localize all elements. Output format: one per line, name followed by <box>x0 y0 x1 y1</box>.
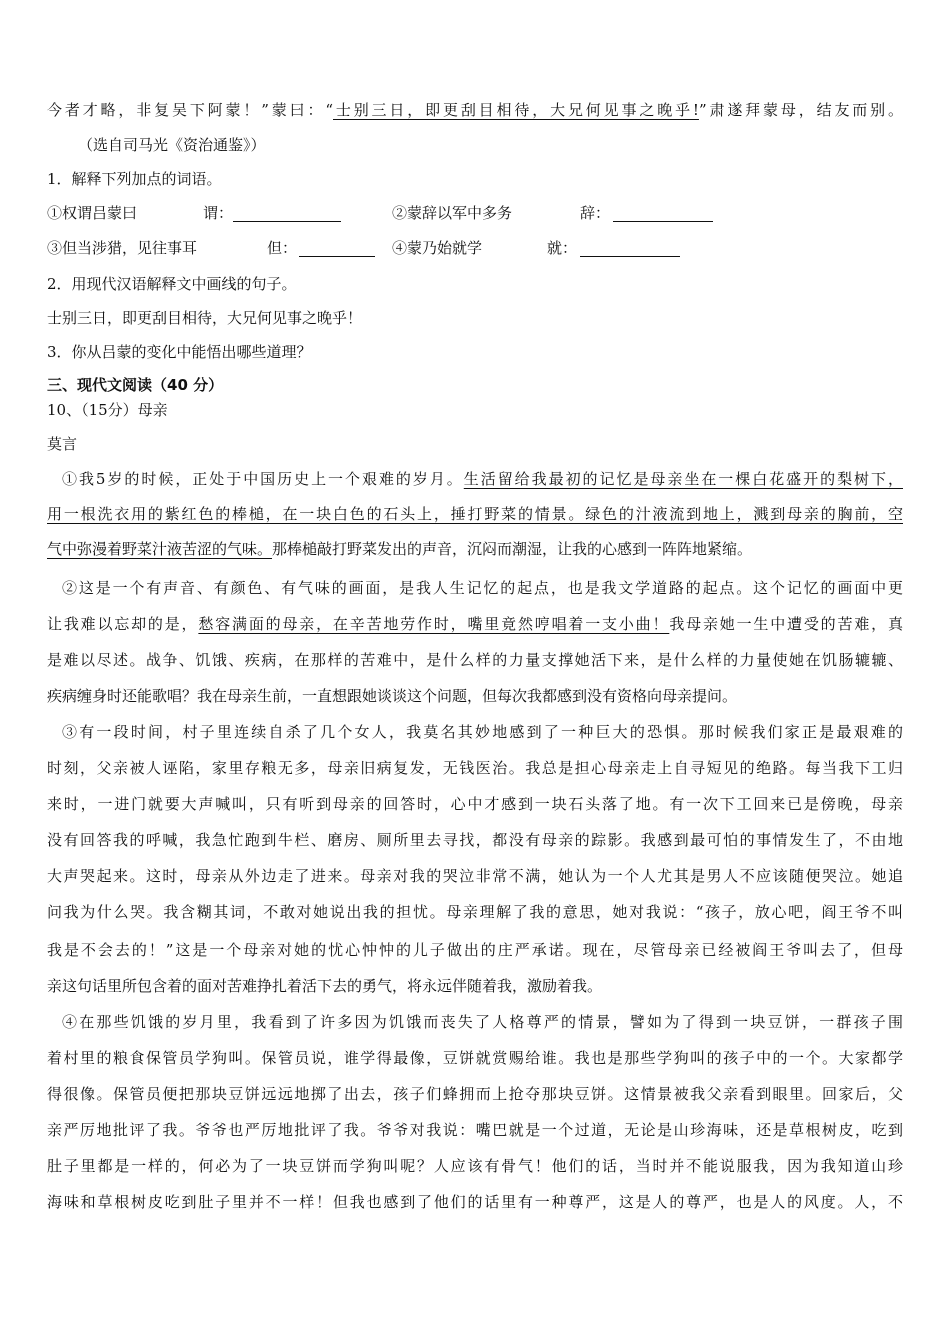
paragraph-3-line: 时刻，父亲被人诬陷，家里存粮无多，母亲旧病复发，无钱医治。我总是担心母亲走上自寻短见的绝路。每当我下工归 <box>47 759 903 777</box>
paragraph-3-line: 大声哭起来。这时，母亲从外边走了进来。母亲对我的哭泣非常不满，她认为一个人尤其是男人不应该随便哭泣。她追 <box>47 867 903 885</box>
paragraph-text: 让我难以忘却的是， <box>47 615 199 633</box>
paragraph-2-line: 疾病缠身时还能歌唱？我在母亲生前，一直想跟她谈谈这个问题，但每次我都感到没有资格向母亲提问。 <box>47 687 738 705</box>
section-3-heading: 三、现代文阅读（40 分） <box>47 376 224 394</box>
paragraph-1-line <box>62 469 903 489</box>
answer-blank[interactable] <box>580 242 680 257</box>
paragraph-3-line: 没有回答我的呼喊，我急忙跑到牛栏、磨房、厕所里去寻找，都没有母亲的踪影。我感到最可怕的事情发生了，不由地 <box>47 831 903 849</box>
paragraph-3-line: 来时，一进门就要大声喊叫，只有听到母亲的回答时，心中才感到一块石头落了地。有一次下工回来已是傍晚，母亲 <box>47 795 903 813</box>
question-3-title: 3．你从吕蒙的变化中能悟出哪些道理？ <box>47 343 312 361</box>
paragraph-4-line: 肚子里都是一样的，何必为了一块豆饼而学狗叫呢？人应该有骨气！他们的话，当时并不能说服我，因为我知道山珍 <box>47 1157 903 1175</box>
underlined-sentence: 愁容满面的母亲，在辛苦地劳作时，嘴里竟然哼唱着一支小曲！ <box>198 615 670 633</box>
source-citation: （选自司马光《资治通鉴》） <box>78 136 266 154</box>
question-1-title: 1．解释下列加点的词语。 <box>47 170 222 188</box>
item-word: 辞： <box>580 204 611 222</box>
paragraph-4-line: 得很像。保管员便把那块豆饼远远地掷了出去，孩子们蜂拥而上抢夺那块豆饼。这情景被我父亲看到眼里。回家后，父 <box>47 1085 903 1103</box>
passage-text: 今者才略，非复吴下阿蒙！”蒙曰：“ <box>47 101 333 119</box>
paragraph-4-line: 着村里的粮食保管员学狗叫。保管员说，谁学得最像，豆饼就赏赐给谁。我也是那些学狗叫的孩子中的一个。大家都学 <box>47 1049 903 1067</box>
paragraph-4-line: 海味和草根树皮吃到肚子里并不一样！但我也感到了他们的话里有一种尊严，这是人的尊严，也是人的风度。人，不 <box>47 1193 903 1211</box>
item-phrase: ④蒙乃始就学 <box>392 239 483 257</box>
paragraph-text: 那棒槌敲打野菜发出的声音，沉闷而潮湿，让我的心感到一阵阵地紧缩。 <box>272 540 753 558</box>
underlined-sentence: 用一根洗衣用的紫红色的棒槌，在一块白色的石头上，捶打野菜的情景。绿色的汁液流到地上，溅到母亲的胸前，空 <box>47 505 903 523</box>
paragraph-3-line: ③有一段时间，村子里连续自杀了几个女人，我莫名其妙地感到了一种巨大的恐惧。那时候我们家正是最艰难的 <box>62 723 903 741</box>
paragraph-4-line: ④在那些饥饿的岁月里，我看到了许多因为饥饿而丧失了人格尊严的情景，譬如为了得到一块豆饼，一群孩子围 <box>62 1013 903 1031</box>
underlined-sentence: 生活留给我最初的记忆是母亲坐在一棵白花盛开的梨树下， <box>463 470 903 488</box>
underlined-sentence: 气中弥漫着野菜汁液苦涩的气味。 <box>47 540 273 558</box>
paragraph-1-line <box>47 539 752 559</box>
paragraph-text: 我母亲她一生中遭受的苦难，真 <box>669 615 903 633</box>
answer-blank[interactable] <box>299 242 375 257</box>
item-phrase: ②蒙辞以军中多务 <box>392 204 513 222</box>
question-10-title: 10、（15分）母亲 <box>47 401 168 419</box>
paragraph-2-line: 是难以尽述。战争、饥饿、疾病，在那样的苦难中，是什么样的力量支撑她活下来，是什么样的力量使她在饥肠辘辘、 <box>47 651 903 669</box>
answer-blank[interactable] <box>613 207 713 222</box>
paragraph-1-line <box>47 504 903 524</box>
underlined-sentence: 士别三日，即更刮目相待，大兄何见事之晚乎! <box>333 101 699 119</box>
paragraph-3-line: 亲这句话里所包含着的面对苦难挣扎着活下去的勇气，将永远伴随着我，激励着我。 <box>47 977 603 995</box>
answer-blank[interactable] <box>233 207 341 222</box>
item-word: 谓： <box>203 204 234 222</box>
passage-text: ”肃遂拜蒙母，结友而别。 <box>698 101 904 119</box>
passage-closing-line <box>47 100 903 120</box>
item-phrase: ③但当涉猎，见往事耳 <box>47 239 198 257</box>
question-2-title: 2．用现代汉语解释文中画线的句子。 <box>47 275 297 293</box>
paragraph-3-line: 我是不会去的！”这是一个母亲对她的忧心忡忡的儿子做出的庄严承诺。现在，尽管母亲已经被阎王爷叫去了，但母 <box>47 941 903 959</box>
item-word: 但： <box>267 239 298 257</box>
paragraph-4-line: 亲严厉地批评了我。爷爷也严厉地批评了我。爷爷对我说：嘴巴就是一个过道，无论是山珍海味，还是草根树皮，吃到 <box>47 1121 903 1139</box>
item-phrase: ①权谓吕蒙曰 <box>47 204 138 222</box>
paragraph-3-line: 问我为什么哭。我含糊其词，不敢对她说出我的担忧。母亲理解了我的意思，她对我说：“孩子，放心吧，阎王爷不叫 <box>47 903 903 921</box>
paragraph-2-line <box>47 614 903 634</box>
paragraph-text: ①我5岁的时候，正处于中国历史上一个艰难的岁月。 <box>62 470 464 488</box>
author: 莫言 <box>47 435 78 453</box>
paragraph-2-line: ②这是一个有声音、有颜色、有气味的画面，是我人生记忆的起点，也是我文学道路的起点。这个记忆的画面中更 <box>62 579 903 597</box>
question-2-sentence: 士别三日，即更刮目相待，大兄何见事之晚乎！ <box>47 309 363 327</box>
item-word: 就： <box>547 239 578 257</box>
